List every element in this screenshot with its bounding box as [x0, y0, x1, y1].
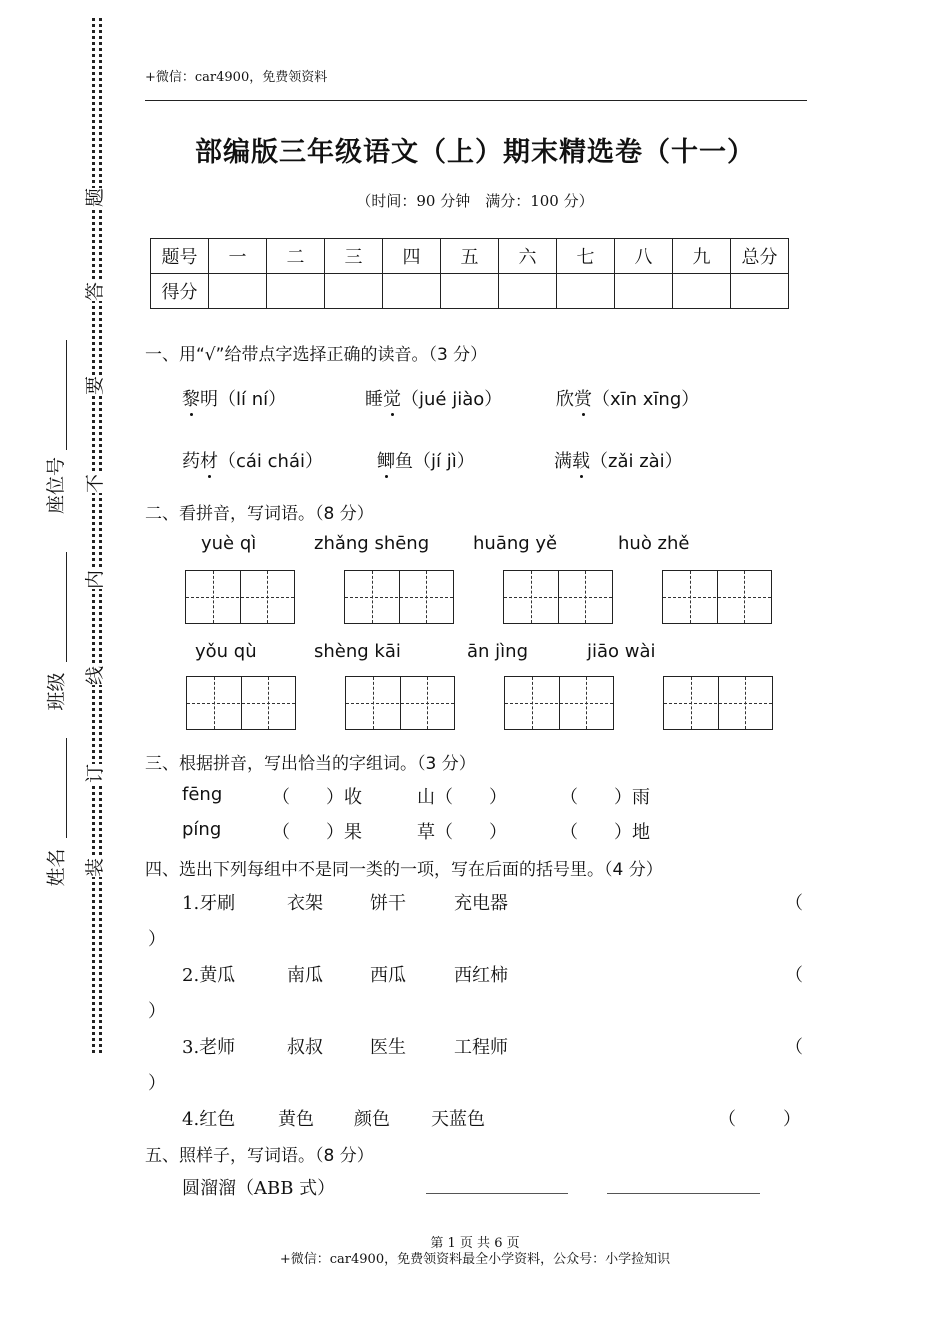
s4-word: 叔叔 — [287, 1037, 323, 1058]
page-title: 部编版三年级语文（上）期末精选卷（十一） — [195, 137, 755, 168]
score-header-cell: 九 — [673, 239, 731, 274]
s4-row-number: 3. — [182, 1037, 200, 1058]
s2-pinyin: jiāo wài — [587, 641, 656, 662]
s1-item-dotted-char: 载 — [572, 447, 590, 473]
s4-word: 西红柿 — [454, 965, 508, 986]
s1-item-pinyin[interactable]: （jí jì） — [413, 451, 475, 472]
s2-writing-grid[interactable] — [504, 676, 614, 730]
s4-word: 衣架 — [287, 893, 323, 914]
binding-char: 装 — [84, 857, 107, 878]
s1-item — [182, 385, 286, 411]
s2-writing-grid[interactable] — [344, 570, 454, 624]
s1-item-pre: 满 — [554, 451, 572, 472]
s4-row-number: 1. — [182, 893, 200, 914]
score-header-cell: 六 — [499, 239, 557, 274]
s4-word: 南瓜 — [287, 965, 323, 986]
s2-writing-grid[interactable] — [185, 570, 295, 624]
score-cell[interactable] — [673, 274, 731, 309]
s1-item — [377, 447, 475, 473]
s3-blank[interactable]: 草（ ） — [417, 822, 507, 843]
binding-char: 答 — [84, 281, 107, 302]
s1-item — [556, 385, 699, 411]
s1-item-pre: 欣 — [556, 389, 574, 410]
section-2-title: 二、看拼音，写词语。（8 分） — [145, 504, 374, 524]
s4-word: 黄色 — [278, 1109, 314, 1130]
binding-char: 订 — [84, 763, 107, 784]
s1-item-pinyin[interactable]: （jué jiào） — [401, 389, 503, 410]
s4-word: 工程师 — [454, 1037, 508, 1058]
name-label: 姓名 — [45, 848, 68, 887]
header-note: +微信：car4900，免费领资料 — [145, 70, 328, 85]
score-header-cell: 一 — [209, 239, 267, 274]
section-5-title: 五、照样子，写词语。（8 分） — [145, 1146, 374, 1166]
class-line — [66, 552, 67, 662]
s4-row — [182, 1033, 235, 1059]
s2-writing-grid[interactable] — [503, 570, 613, 624]
section-1-title: 一、用“√”给带点字选择正确的读音。（3 分） — [145, 345, 488, 365]
s1-item-pinyin[interactable]: （zǎi zài） — [590, 451, 683, 472]
s4-row — [182, 889, 235, 915]
s5-answer-line[interactable] — [607, 1193, 760, 1194]
s4-word: 天蓝色 — [431, 1109, 485, 1130]
seat-number-line — [66, 340, 67, 450]
s4-row-number: 2. — [182, 965, 200, 986]
s4-word: 西瓜 — [370, 965, 406, 986]
header-rule — [145, 100, 807, 101]
s4-answer-open-paren[interactable]: （ — [785, 1037, 803, 1058]
page-number: 第 1 页 共 6 页 — [430, 1236, 520, 1251]
score-table-header-row — [151, 239, 789, 274]
s3-blank[interactable]: （ ）果 — [272, 822, 362, 843]
s1-item-dotted-char: 黎 — [182, 385, 200, 411]
name-line — [66, 738, 67, 838]
class-label: 班级 — [45, 672, 68, 711]
section-3-title: 三、根据拼音，写出恰当的字组词。（3 分） — [145, 754, 476, 774]
s2-writing-grid[interactable] — [345, 676, 455, 730]
s2-writing-grid[interactable] — [663, 676, 773, 730]
s4-answer-open-paren[interactable]: （ — [785, 893, 803, 914]
s4-answer-close-paren: ） — [148, 929, 166, 950]
s1-item-pinyin[interactable]: （xīn xīng） — [592, 389, 700, 410]
score-cell[interactable] — [209, 274, 267, 309]
binding-char: 题 — [84, 187, 107, 208]
score-header-cell: 七 — [557, 239, 615, 274]
s2-writing-grid[interactable] — [662, 570, 772, 624]
s1-item-post: 明 — [200, 389, 218, 410]
exam-subtitle: （时间：90 分钟 满分：100 分） — [356, 192, 594, 210]
s4-word: 黄瓜 — [199, 965, 236, 986]
s2-writing-grid[interactable] — [186, 676, 296, 730]
s4-word: 医生 — [370, 1037, 406, 1058]
seat-number-label: 座位号 — [45, 456, 68, 515]
score-cell[interactable] — [615, 274, 673, 309]
score-cell[interactable] — [325, 274, 383, 309]
binding-char: 要 — [84, 375, 107, 396]
s3-pinyin: píng — [182, 819, 222, 840]
s2-pinyin: huāng yě — [473, 533, 558, 554]
score-cell[interactable] — [557, 274, 615, 309]
s1-item — [554, 447, 683, 473]
binding-dotted-line-outer — [92, 18, 95, 1053]
s3-blank[interactable]: （ ）雨 — [560, 787, 650, 808]
score-cell[interactable] — [441, 274, 499, 309]
s1-item-post: 鱼 — [395, 451, 413, 472]
s5-example: 圆溜溜（ABB 式） — [182, 1178, 336, 1199]
score-table-score-row — [151, 274, 789, 309]
s4-answer-close-paren: ） — [783, 1109, 801, 1130]
s4-row — [182, 961, 235, 987]
score-header-cell: 二 — [267, 239, 325, 274]
score-cell[interactable] — [383, 274, 441, 309]
s4-answer-open-paren[interactable]: （ — [718, 1109, 736, 1130]
score-header-cell: 总分 — [731, 239, 789, 274]
binding-char: 不 — [84, 473, 107, 494]
s2-pinyin: huò zhě — [618, 533, 690, 554]
score-header-cell: 八 — [615, 239, 673, 274]
s4-row-number: 4. — [182, 1109, 200, 1130]
s2-pinyin: shèng kāi — [314, 641, 401, 662]
s2-pinyin: yǒu qù — [195, 641, 257, 662]
s3-blank[interactable]: 山（ ） — [417, 787, 507, 808]
score-row-label: 得分 — [151, 274, 209, 309]
s4-word: 红色 — [199, 1109, 236, 1130]
s4-answer-close-paren: ） — [148, 1073, 166, 1094]
binding-char: 内 — [84, 569, 107, 590]
s4-word: 颜色 — [354, 1109, 390, 1130]
s4-row — [182, 1105, 235, 1131]
s3-pinyin: fēng — [182, 784, 223, 805]
score-cell[interactable] — [267, 274, 325, 309]
s4-word: 充电器 — [454, 893, 508, 914]
s1-item-pre: 药 — [182, 451, 200, 472]
s4-answer-open-paren[interactable]: （ — [785, 965, 803, 986]
s2-pinyin: ān jìng — [467, 641, 528, 662]
s5-answer-line[interactable] — [426, 1193, 568, 1194]
s1-item — [182, 447, 323, 473]
s3-blank[interactable]: （ ）地 — [560, 822, 650, 843]
binding-char: 线 — [84, 665, 107, 686]
s4-word: 老师 — [199, 1037, 236, 1058]
score-table — [150, 238, 789, 309]
footer-note: +微信：car4900，免费领资料最全小学资料，公众号：小学捡知识 — [279, 1252, 671, 1267]
s1-item-dotted-char: 鲫 — [377, 447, 395, 473]
s1-item-pre: 睡 — [365, 389, 383, 410]
s1-item-pinyin[interactable]: （lí ní） — [218, 389, 287, 410]
score-cell[interactable] — [499, 274, 557, 309]
binding-dotted-line-inner — [99, 18, 102, 1053]
s1-item-pinyin[interactable]: （cái chái） — [218, 451, 323, 472]
score-header-cell: 题号 — [151, 239, 209, 274]
s4-word: 牙刷 — [199, 893, 236, 914]
s3-blank[interactable]: （ ）收 — [272, 787, 362, 808]
s4-answer-close-paren: ） — [148, 1001, 166, 1022]
score-header-cell: 五 — [441, 239, 499, 274]
s2-pinyin: yuè qì — [201, 533, 257, 554]
score-cell[interactable] — [731, 274, 789, 309]
score-header-cell: 三 — [325, 239, 383, 274]
s2-pinyin: zhǎng shēng — [314, 533, 430, 554]
s1-item-dotted-char: 觉 — [383, 385, 401, 411]
s1-item — [365, 385, 502, 411]
s1-item-dotted-char: 材 — [200, 447, 218, 473]
s4-word: 饼干 — [370, 893, 406, 914]
score-header-cell: 四 — [383, 239, 441, 274]
s1-item-dotted-char: 赏 — [574, 385, 592, 411]
section-4-title: 四、选出下列每组中不是同一类的一项，写在后面的括号里。（4 分） — [145, 860, 663, 880]
